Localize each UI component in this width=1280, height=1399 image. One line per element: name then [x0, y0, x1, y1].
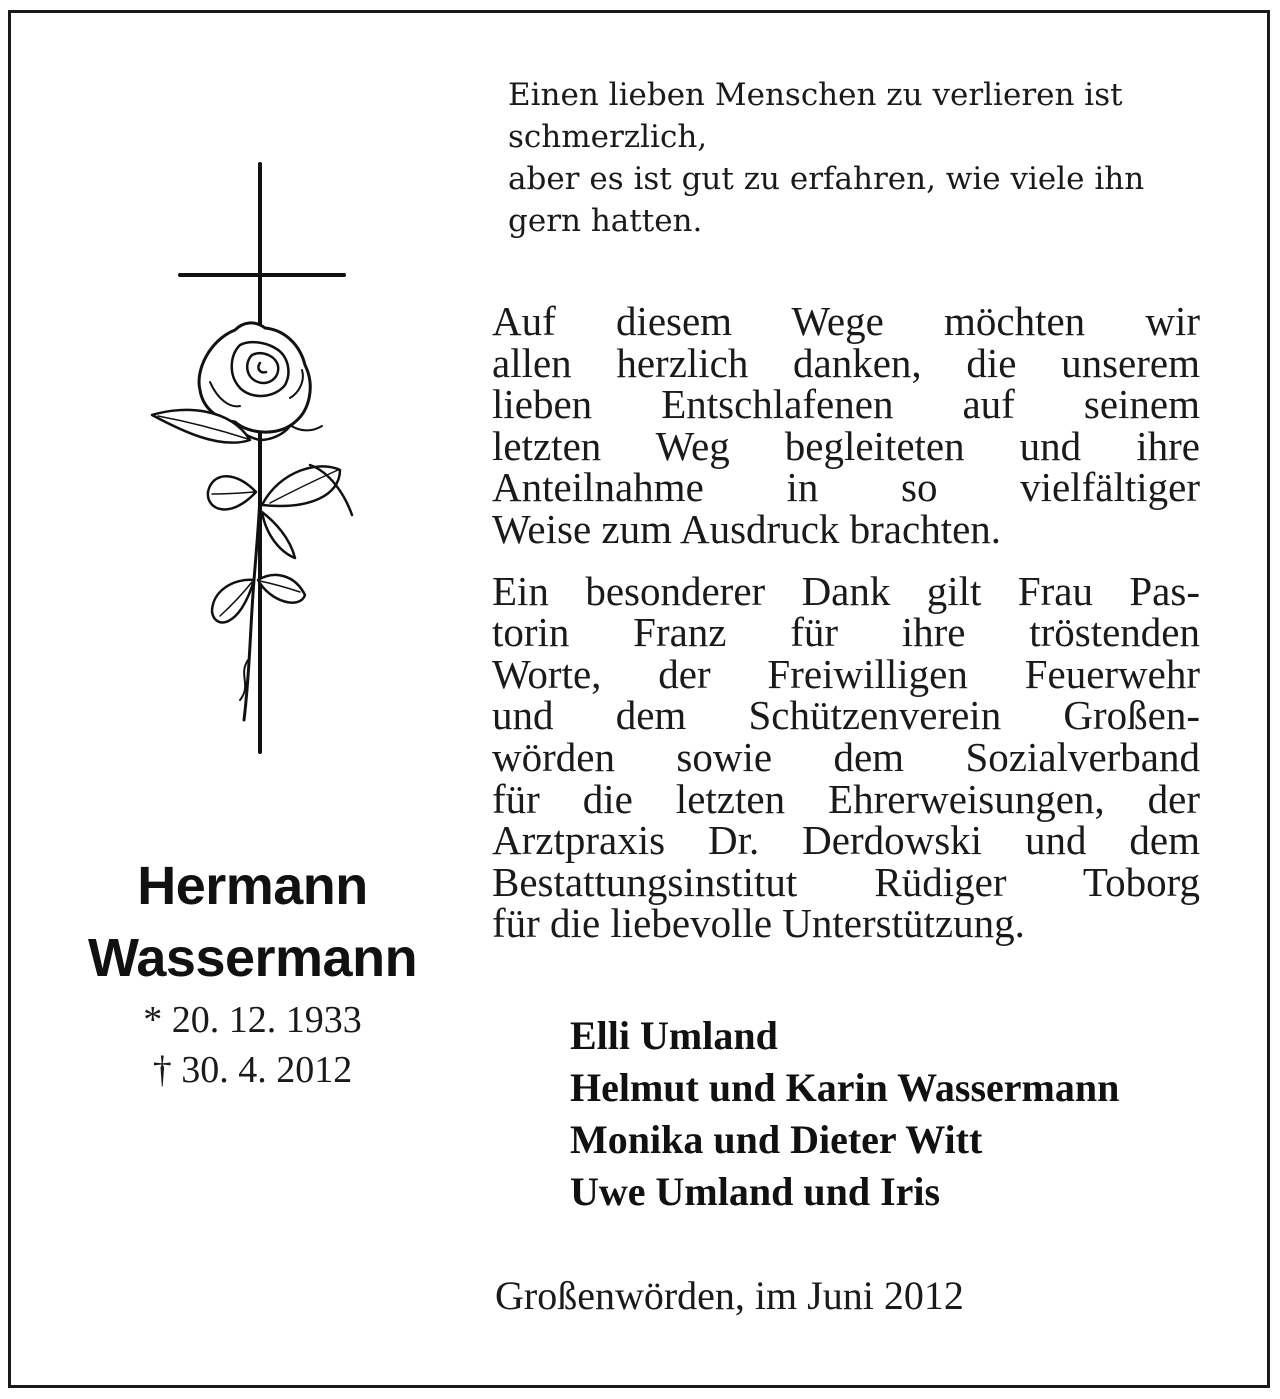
quote-block [508, 74, 1208, 242]
deceased-block [40, 850, 465, 1094]
thanks-paragraph-2 [492, 567, 1200, 947]
mourner-name: Monika und Dieter Witt [570, 1117, 983, 1162]
quote-line: schmerzlich, [508, 119, 708, 155]
mourner-name: Elli Umland [570, 1013, 778, 1058]
cross-with-rose-icon [140, 160, 370, 760]
text-line: lieben Entschlafenen auf seinem [492, 381, 1200, 428]
death-date: † 30. 4. 2012 [152, 1049, 353, 1091]
text-line: Worte, der Freiwilligen Feuerwehr [492, 650, 1200, 697]
text-line: Ein besonderer Dank gilt Frau Pas- [492, 567, 1200, 614]
text-line: Arztpraxis Dr. Derdowski und dem [492, 817, 1200, 864]
text-line: für die letzten Ehrerweisungen, der [492, 775, 1200, 822]
deceased-first-name: Hermann [137, 856, 368, 916]
text-line: Weise zum Ausdruck brachten. [492, 505, 1002, 552]
place-date: Großenwörden, im Juni 2012 [495, 1273, 964, 1318]
birth-date: * 20. 12. 1933 [143, 999, 362, 1041]
deceased-last-name: Wassermann [87, 928, 418, 988]
mourners-list [570, 1010, 1119, 1218]
mourner-name: Uwe Umland und Iris [570, 1169, 941, 1214]
thanks-paragraph-1 [492, 298, 1200, 552]
text-line: und dem Schützenverein Großen- [492, 692, 1200, 739]
mourner-name: Helmut und Karin Wassermann [570, 1065, 1120, 1110]
text-line: für die liebevolle Unterstützung. [492, 900, 1025, 947]
quote-line: aber es ist gut zu erfahren, wie viele ihn [508, 161, 1145, 197]
text-line: letzten Weg begleiteten und ihre [492, 422, 1200, 469]
text-line: wörden sowie dem Sozialverband [492, 733, 1200, 780]
text-line: allen herzlich danken, die unserem [492, 339, 1200, 386]
text-line: Anteilnahme in so vielfältiger [492, 464, 1200, 511]
quote-line: Einen lieben Menschen zu verlieren ist [508, 77, 1123, 113]
text-line: Bestattungsinstitut Rüdiger Toborg [492, 858, 1200, 905]
text-line: Auf diesem Wege möchten wir [492, 298, 1200, 344]
thanks-text [492, 298, 1200, 947]
quote-line: gern hatten. [508, 203, 703, 239]
text-line: torin Franz für ihre tröstenden [492, 609, 1200, 656]
